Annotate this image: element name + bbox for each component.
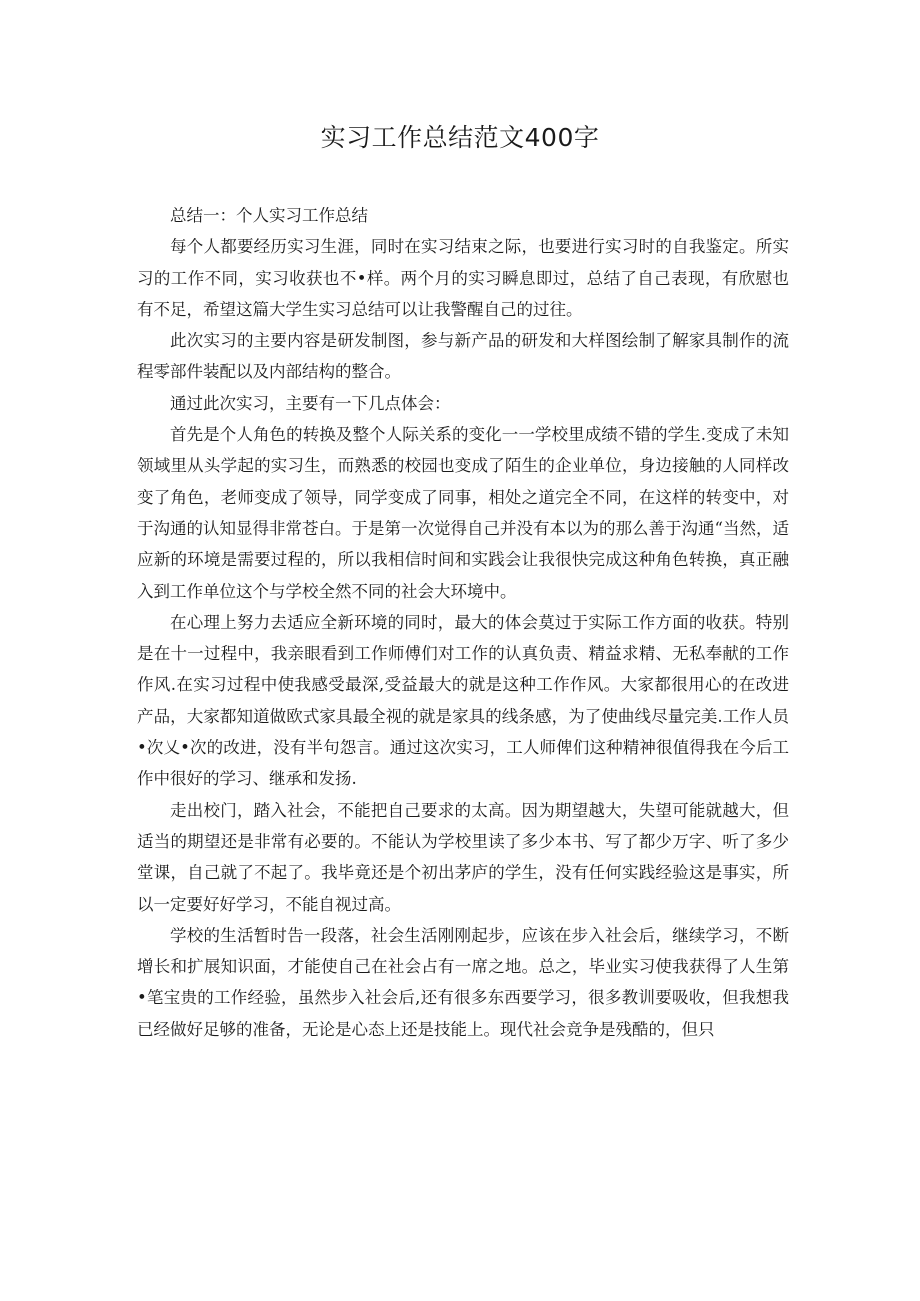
paragraph-1: 每个人都要经历实习生涯，同时在实习结束之际，也要进行实习时的自我鉴定。所实习的工作不同，实习收获也不•样。两个月的实习瞬息即过，总结了自己表现，有欣慰也有不足，希望这篇大学生实习总结可以让我警醒自己的过往。: [137, 237, 789, 319]
paragraph-2: 此次实习的主要内容是研发制图，参与新产品的研发和大样图绘制了解家具制作的流程零部件装配以及内部结构的整合。: [137, 331, 789, 382]
paragraph-5: 在心理上努力去适应全新环境的同时，最大的体会莫过于实际工作方面的收获。特别是在十一过程中，我亲眼看到工作师傅们对工作的认真负责、精益求精、无私奉献的工作作风.在实习过程中使我感受最深,受益最大的就是这种工作作风。大家都很用心的在改进产品，大家都知道做欧式家具最全视的就是家具的线条感，为了使曲线尽量完美.工作人员•次乂•次的改进，没有半句怨言。通过这次实习，工人师俾们这种精神很值得我在今后工作中很好的学习、继承和发扬.: [137, 612, 789, 789]
paragraph-6: 走出校门，踏入社会，不能把自己要求的太高。因为期望越大，失望可能就越大，但适当的期望还是非常有必要的。不能认为学校里读了多少本书、写了都少万字、听了多少堂课，自己就了不起了。我毕竟还是个初出茅庐的学生，没有任何实践经验这是事实，所以一定要好好学习，不能自视过高。: [137, 800, 789, 914]
document-title: 实习工作总结范文400字: [320, 123, 600, 152]
paragraph-3: 通过此次实习，主要有一下几点体会：: [170, 393, 451, 413]
paragraph-7: 学校的生活暂时告一段落，社会生活刚刚起步，应该在步入社会后，继续学习，不断增长和扩展知识面，才能使自己在社会占有一席之地。总之，毕业实习使我获得了人生第•笔宝贵的工作经验，虽然步入社会后,还有很多东西要学习，很多教训要吸收，但我想我已经做好足够的准备，无论是心态上还是技能上。现代社会竞争是残酷的，但只: [137, 925, 789, 1039]
document-body: [137, 200, 789, 1045]
section-heading: 总结一：个人实习工作总结: [170, 206, 368, 225]
paragraph-4: 首先是个人角色的转换及整个人际关系的变化一一学校里成绩不错的学生.变成了未知领域里从头学起的实习生，而熟悉的校园也变成了陌生的企业单位，身边接触的人同样改变了角色，老师变成了领导，同学变成了同事，相处之道完全不同，在这样的转变中，对于沟通的认知显得非常苍白。于是第一次觉得自己并没有本以为的那么善于沟通“当然，适应新的环境是需要过程的，所以我相信时间和实践会让我很快完成这种角色转换，真正融入到工作单位这个与学校全然不同的社会大环境中。: [137, 425, 789, 601]
